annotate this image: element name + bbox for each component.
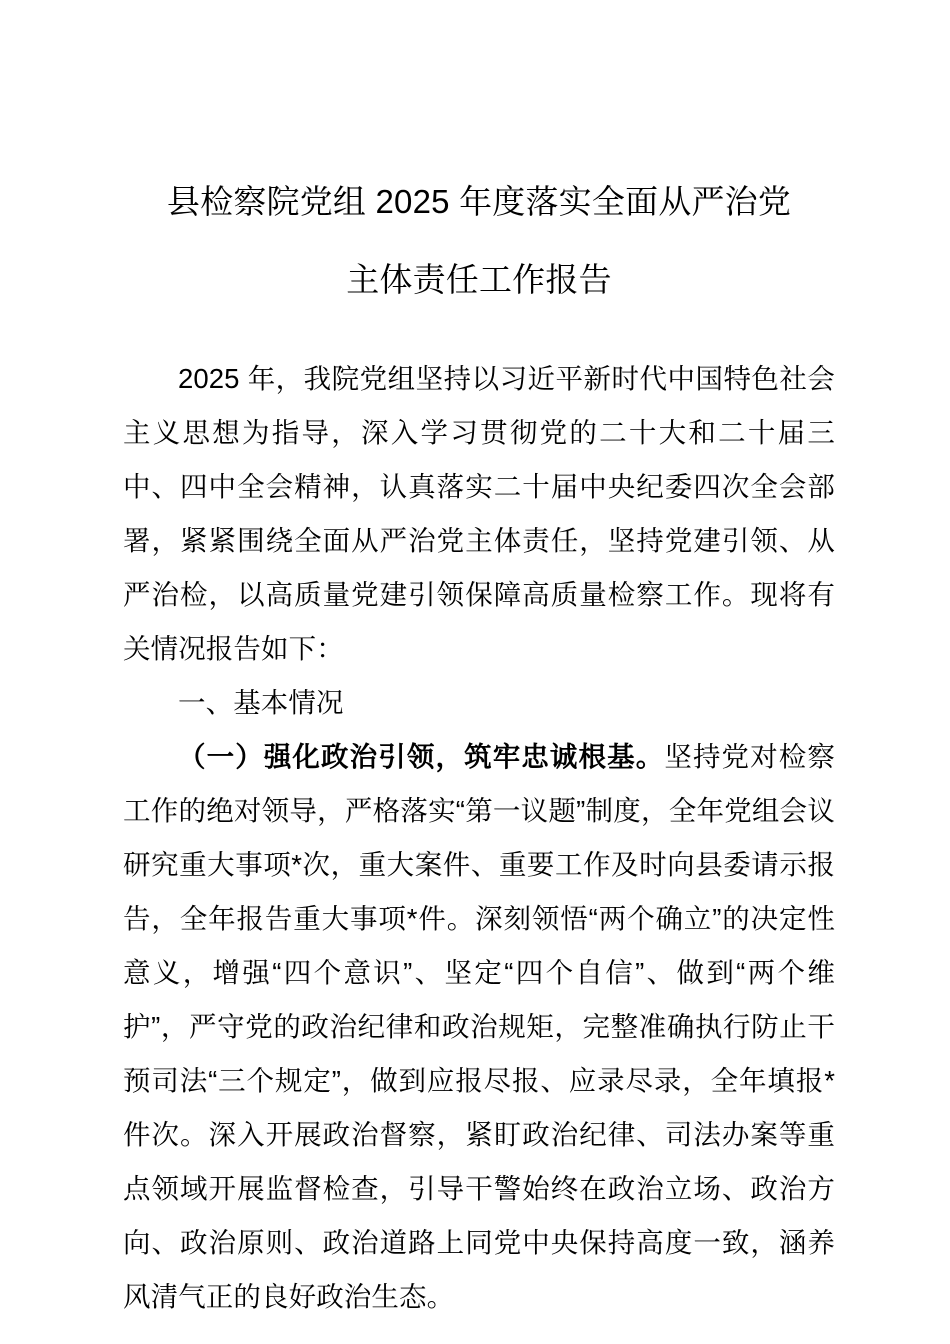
paragraph-opening: 2025 年，我院党组坚持以习近平新时代中国特色社会主义思想为指导，深入学习贯彻党的二十大和二十届三中、四中全会精神，认真落实二十届中央纪委四次全会部署，紧紧围绕全面从严治党主体责任，坚持党建引领、从严治检，以高质量党建引领保障高质量检察工作。现将有关情况报告如下： <box>123 363 835 664</box>
paragraph-subsection-political-leadership <box>123 730 835 1324</box>
title-line-2: 主体责任工作报告 <box>346 261 612 298</box>
subsection-bold-lead: （一）强化政治引领，筑牢忠诚根基。 <box>178 741 665 772</box>
subsection-body-text: 坚持党对检察工作的绝对领导，严格落实“第一议题”制度，全年党组会议研究重大事项*次，重大案件、重要工作及时向县委请示报告，全年报告重大事项*件。深刻领悟“两个确立”的决定性意义，增强“四个意识”、坚定“四个自信”、做到“两个维护”，严守党的政治纪律和政治规矩，完整准确执行防止干预司法“三个规定”，做到应报尽报、应录尽录，全年填报*件次。深入开展政治督察，紧盯政治纪律、司法办案等重点领域开展监督检查，引导干警始终在政治立场、政治方向、政治原则、政治道路上同党中央保持高度一致，涵养风清气正的良好政治生态。 <box>123 741 835 1312</box>
page-title <box>123 0 835 319</box>
document-body <box>123 0 835 1324</box>
section-heading-basic-situation: 一、基本情况 <box>178 687 344 718</box>
title-line-1: 县检察院党组 2025 年度落实全面从严治党 <box>166 183 792 220</box>
